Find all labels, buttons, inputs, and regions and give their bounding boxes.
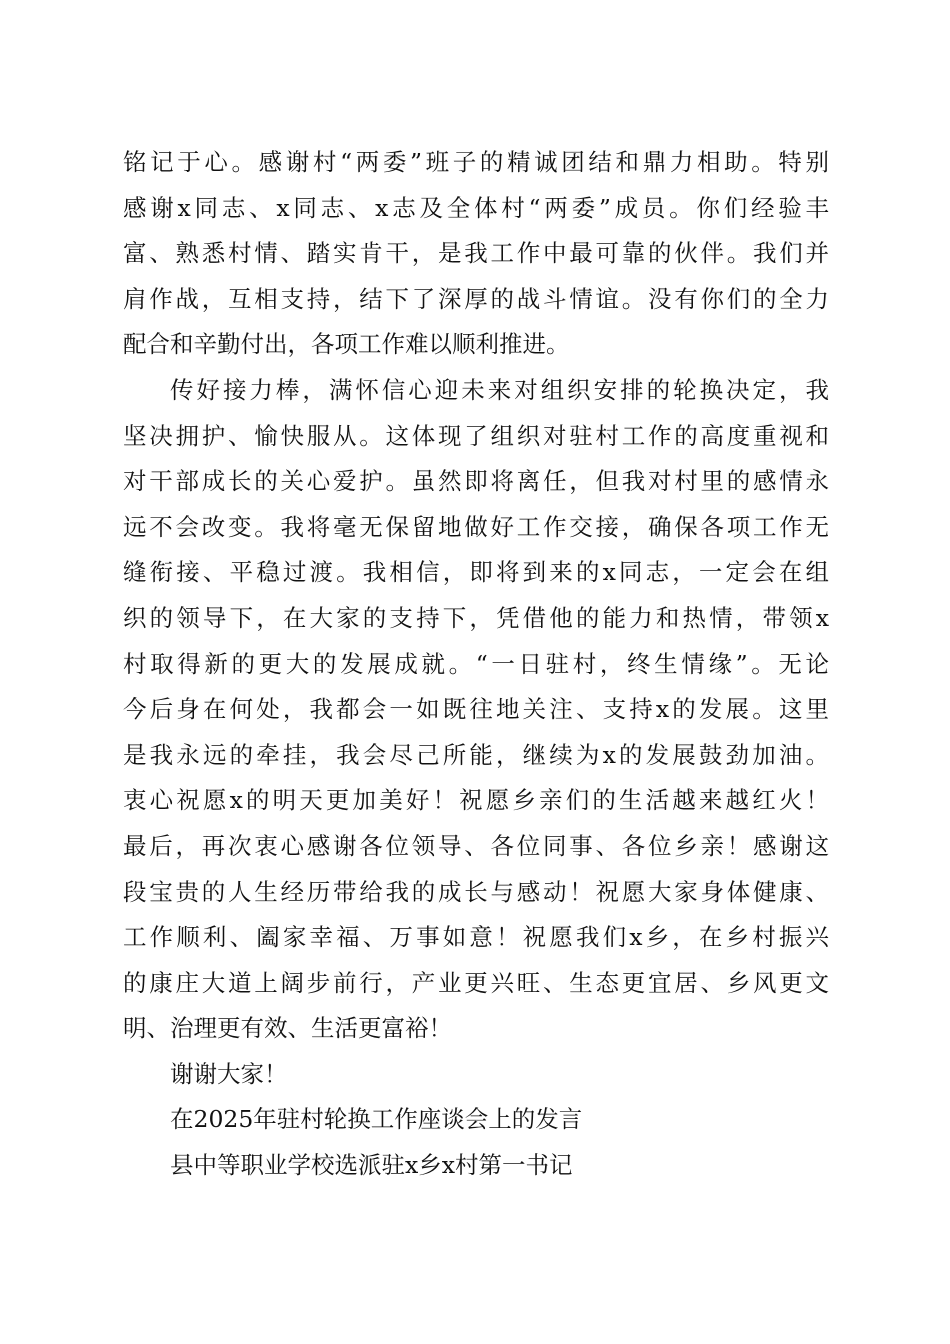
- text-line: 传好接力棒，满怀信心迎未来对组织安排的轮换决定，我: [170, 375, 829, 404]
- text-line: 富、熟悉村情、踏实肯干，是我工作中最可靠的伙伴。我们并: [123, 239, 829, 268]
- text-line: 段宝贵的人生经历带给我的成长与感动！祝愿大家身体健康、: [123, 877, 829, 906]
- text-line: 配合和辛勤付出，各项工作难以顺利推进。: [123, 330, 570, 359]
- text-line: 坚决拥护、愉快服从。这体现了组织对驻村工作的高度重视和: [123, 421, 829, 450]
- text-line: 肩作战，互相支持，结下了深厚的战斗情谊。没有你们的全力: [123, 284, 829, 313]
- document-page: [123, 140, 829, 1189]
- text-line: 工作顺利、阖家幸福、万事如意！祝愿我们x乡，在乡村振兴: [123, 923, 829, 952]
- text-line: 织的领导下，在大家的支持下，凭借他的能力和热情，带领x: [123, 603, 829, 632]
- text-line: 今后身在何处，我都会一如既往地关注、支持x的发展。这里: [123, 695, 829, 724]
- speaker-title: 县中等职业学校选派驻x乡x村第一书记: [170, 1151, 573, 1180]
- speech-title: 在2025年驻村轮换工作座谈会上的发言: [170, 1105, 583, 1134]
- paragraph-1: [123, 140, 829, 368]
- text-line: 铭记于心。感谢村“两委”班子的精诚团结和鼎力相助。特别: [123, 148, 829, 176]
- text-line: 衷心祝愿x的明天更加美好！祝愿乡亲们的生活越来越红火！: [123, 786, 829, 815]
- text-line: 远不会改变。我将毫无保留地做好工作交接，确保各项工作无: [123, 512, 829, 541]
- closing-text: 谢谢大家！: [170, 1059, 288, 1088]
- text-line: 对干部成长的关心爱护。虽然即将离任，但我对村里的感情永: [123, 467, 829, 496]
- text-line: 感谢x同志、x同志、x志及全体村“两委”成员。你们经验丰: [123, 193, 829, 222]
- text-line: 缝衔接、平稳过渡。我相信，即将到来的x同志，一定会在组: [123, 558, 829, 587]
- text-line: 最后，再次衷心感谢各位领导、各位同事、各位乡亲！感谢这: [123, 831, 829, 860]
- text-line: 是我永远的牵挂，我会尽己所能，继续为x的发展鼓劲加油。: [123, 740, 829, 769]
- text-line: 村取得新的更大的发展成就。“一日驻村，终生情缘”。无论: [123, 649, 829, 678]
- paragraph-2: [123, 368, 829, 1052]
- text-line: 明、治理更有效、生活更富裕！: [123, 1014, 452, 1043]
- text-line: 的康庄大道上阔步前行，产业更兴旺、生态更宜居、乡风更文: [123, 968, 829, 997]
